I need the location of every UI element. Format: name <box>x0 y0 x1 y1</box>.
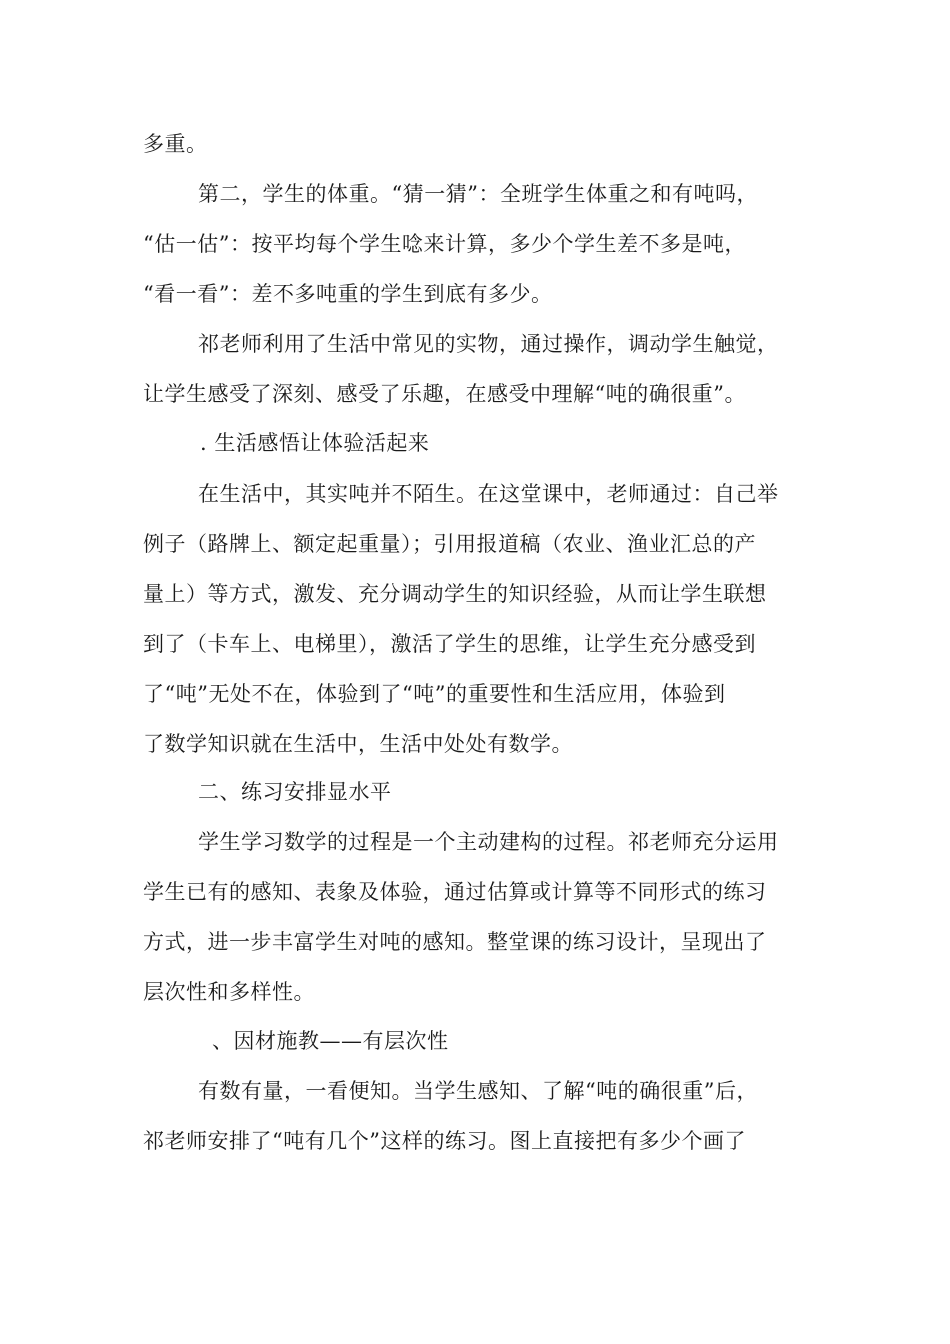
text-line: 层次性和多样性。 <box>143 980 315 1004</box>
text-line: 让学生感受了深刻、感受了乐趣，在感受中理解“吨的确很重”。 <box>143 382 746 406</box>
text-line: 方式，进一步丰富学生对吨的感知。整堂课的练习设计，呈现出了 <box>143 930 767 954</box>
text-line: 学生已有的感知、表象及体验，通过估算或计算等不同形式的练习 <box>143 880 767 904</box>
text-line-paragraph-start: 祁老师利用了生活中常见的实物，通过操作，调动学生触觉， <box>198 332 779 356</box>
text-line-paragraph-start: 在生活中，其实吨并不陌生。在这堂课中，老师通过：自己举 <box>198 482 779 506</box>
text-line: 例子（路牌上、额定起重量）；引用报道稿（农业、渔业汇总的产 <box>143 532 756 556</box>
text-line-paragraph-start: 学生学习数学的过程是一个主动建构的过程。祁老师充分运用 <box>198 830 779 854</box>
text-line: 到了（卡车上、电梯里），激活了学生的思维，让学生充分感受到 <box>143 632 756 656</box>
text-line-paragraph-start: 第二，学生的体重。“猜一猜”：全班学生体重之和有吨吗， <box>198 182 758 206</box>
section-subheading: 、因材施教——有层次性 <box>212 1029 449 1053</box>
text-line: 了数学知识就在生活中，生活中处处有数学。 <box>143 732 573 756</box>
section-heading: 二、练习安排显水平 <box>198 780 392 804</box>
text-line-continuation: 多重。 <box>143 132 208 156</box>
text-line: 了“吨”无处不在，体验到了“吨”的重要性和生活应用，体验到 <box>143 682 726 706</box>
text-line: 祁老师安排了“吨有几个”这样的练习。图上直接把有多少个画了 <box>143 1129 746 1153</box>
text-line: “看一看”：差不多吨重的学生到底有多少。 <box>143 282 553 306</box>
text-line: 量上）等方式，激发、充分调动学生的知识经验，从而让学生联想 <box>143 582 767 606</box>
text-line: “估一估”：按平均每个学生唸来计算，多少个学生差不多是吨， <box>143 232 746 256</box>
text-line-paragraph-start: 有数有量，一看便知。当学生感知、了解“吨的确很重”后， <box>198 1079 758 1103</box>
section-subheading: . 生活感悟让体验活起来 <box>200 431 430 455</box>
